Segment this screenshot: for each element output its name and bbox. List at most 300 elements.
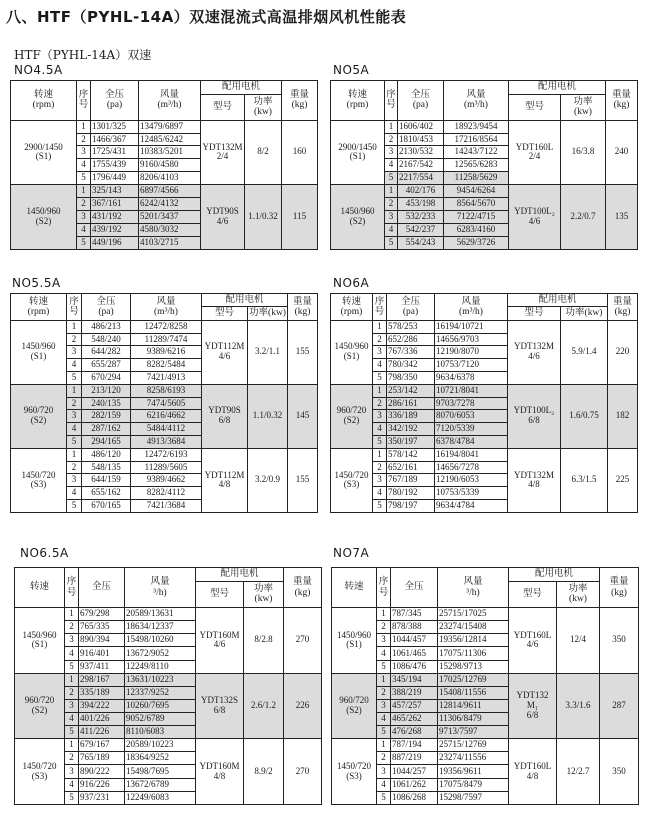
airflow-cell: 12190/8070 bbox=[435, 346, 508, 359]
airflow-cell: 17216/8564 bbox=[444, 133, 509, 146]
seq-cell: 1 bbox=[373, 448, 387, 461]
header-seq: 序号 bbox=[67, 294, 82, 321]
seq-cell: 1 bbox=[373, 320, 387, 333]
seq-cell: 5 bbox=[377, 726, 391, 739]
header-airflow: 风量 ³/h) bbox=[438, 568, 509, 608]
airflow-cell: 19356/12814 bbox=[438, 634, 509, 647]
seq-cell: 3 bbox=[65, 699, 79, 712]
seq-cell: 4 bbox=[65, 713, 79, 726]
seq-cell: 4 bbox=[373, 487, 387, 500]
pressure-cell: 431/192 bbox=[91, 211, 139, 224]
pressure-cell: 787/194 bbox=[391, 739, 438, 752]
seq-cell: 1 bbox=[377, 608, 391, 621]
airflow-cell: 15498/10260 bbox=[125, 634, 196, 647]
seq-cell: 2 bbox=[65, 752, 79, 765]
power-cell: 1.6/0.75 bbox=[561, 384, 608, 448]
airflow-cell: 16194/8041 bbox=[435, 448, 508, 461]
airflow-cell: 15408/11556 bbox=[438, 686, 509, 699]
seq-cell: 3 bbox=[385, 146, 398, 159]
airflow-cell: 18364/9252 bbox=[125, 752, 196, 765]
weight-cell: 226 bbox=[284, 673, 322, 739]
weight-cell: 225 bbox=[608, 448, 638, 512]
table-row bbox=[15, 608, 322, 621]
airflow-cell: 4913/3684 bbox=[131, 436, 202, 449]
header-motor: 配用电机 bbox=[196, 568, 284, 582]
pressure-cell: 1061/465 bbox=[391, 647, 438, 660]
motor-model-cell: YDT112M 4/6 bbox=[202, 320, 248, 384]
seq-cell: 5 bbox=[377, 660, 391, 673]
seq-cell: 2 bbox=[77, 198, 91, 211]
pressure-cell: 1606/402 bbox=[398, 120, 444, 133]
seq-cell: 4 bbox=[385, 159, 398, 172]
power-cell: 1.1/0.32 bbox=[248, 384, 288, 448]
pressure-cell: 253/142 bbox=[387, 384, 435, 397]
header-airflow: 风量 (m³/h) bbox=[435, 294, 508, 321]
perf-table-no6a bbox=[330, 293, 638, 513]
airflow-cell: 10721/8041 bbox=[435, 384, 508, 397]
table-row bbox=[11, 320, 318, 333]
power-cell: 3.3/1.6 bbox=[557, 673, 600, 739]
airflow-cell: 8110/6083 bbox=[125, 726, 196, 739]
airflow-cell: 4103/2715 bbox=[139, 237, 201, 250]
pressure-cell: 542/237 bbox=[398, 224, 444, 237]
airflow-cell: 23274/11556 bbox=[438, 752, 509, 765]
table-row bbox=[11, 120, 318, 133]
airflow-cell: 8564/5670 bbox=[444, 198, 509, 211]
header-seq: 序号 bbox=[377, 568, 391, 608]
seq-cell: 2 bbox=[377, 752, 391, 765]
airflow-cell: 25715/12769 bbox=[438, 739, 509, 752]
table-row bbox=[332, 739, 639, 752]
pressure-cell: 798/197 bbox=[387, 500, 435, 513]
header-speed: 转速 (rpm) bbox=[11, 294, 67, 321]
pressure-cell: 449/196 bbox=[91, 237, 139, 250]
pressure-cell: 578/142 bbox=[387, 448, 435, 461]
airflow-cell: 12472/6193 bbox=[131, 448, 202, 461]
speed-cell: 1450/960 (S1) bbox=[331, 320, 373, 384]
motor-model-cell: YDT160L 4/8 bbox=[509, 739, 557, 805]
pressure-cell: 652/161 bbox=[387, 461, 435, 474]
pressure-cell: 670/294 bbox=[82, 372, 131, 385]
weight-cell: 115 bbox=[282, 185, 318, 250]
header-weight: 重量 (kg) bbox=[282, 81, 318, 121]
header-power: 功率 (kw) bbox=[244, 581, 284, 607]
seq-cell: 1 bbox=[67, 448, 82, 461]
power-cell: 2.2/0.7 bbox=[561, 185, 606, 250]
pressure-cell: 765/335 bbox=[79, 621, 125, 634]
airflow-cell: 5629/3726 bbox=[444, 237, 509, 250]
airflow-cell: 14656/9703 bbox=[435, 333, 508, 346]
seq-cell: 2 bbox=[377, 621, 391, 634]
power-cell: 16/3.8 bbox=[561, 120, 606, 185]
airflow-cell: 6216/4662 bbox=[131, 410, 202, 423]
seq-cell: 5 bbox=[385, 172, 398, 185]
airflow-cell: 14243/7122 bbox=[444, 146, 509, 159]
seq-cell: 5 bbox=[77, 172, 91, 185]
seq-cell: 1 bbox=[77, 120, 91, 133]
header-power: 功率 (kw) bbox=[557, 581, 600, 607]
table-row bbox=[332, 608, 639, 621]
pressure-cell: 780/192 bbox=[387, 487, 435, 500]
seq-cell: 3 bbox=[373, 346, 387, 359]
power-cell: 3.2/0.9 bbox=[248, 448, 288, 512]
seq-cell: 4 bbox=[67, 423, 82, 436]
weight-cell: 155 bbox=[288, 320, 318, 384]
header-weight: 重量 (kg) bbox=[284, 568, 322, 608]
speed-cell: 960/720 (S2) bbox=[11, 384, 67, 448]
pressure-cell: 679/167 bbox=[79, 739, 125, 752]
seq-cell: 2 bbox=[377, 686, 391, 699]
header-model: 型号 bbox=[196, 581, 244, 607]
table-label-no5-5a: NO5.5A bbox=[12, 276, 61, 290]
pressure-cell: 240/135 bbox=[82, 397, 131, 410]
seq-cell: 5 bbox=[65, 726, 79, 739]
airflow-cell: 12190/6053 bbox=[435, 474, 508, 487]
seq-cell: 4 bbox=[77, 224, 91, 237]
header-weight: 重量 (kg) bbox=[288, 294, 318, 321]
header-pressure: 全压 (pa) bbox=[82, 294, 131, 321]
airflow-cell: 8070/6053 bbox=[435, 410, 508, 423]
seq-cell: 1 bbox=[77, 185, 91, 198]
pressure-cell: 282/159 bbox=[82, 410, 131, 423]
seq-cell: 2 bbox=[373, 333, 387, 346]
table-row bbox=[11, 384, 318, 397]
pressure-cell: 916/401 bbox=[79, 647, 125, 660]
pressure-cell: 2167/542 bbox=[398, 159, 444, 172]
speed-cell: 1450/720 (S3) bbox=[332, 739, 377, 805]
airflow-cell: 5484/4112 bbox=[131, 423, 202, 436]
header-pressure: 全压 bbox=[79, 568, 125, 608]
pressure-cell: 1086/268 bbox=[391, 791, 438, 804]
airflow-cell: 7474/5605 bbox=[131, 397, 202, 410]
pressure-cell: 388/219 bbox=[391, 686, 438, 699]
header-pressure: 全压 (pa) bbox=[398, 81, 444, 121]
power-cell: 12/4 bbox=[557, 608, 600, 674]
weight-cell: 182 bbox=[608, 384, 638, 448]
airflow-cell: 14656/7278 bbox=[435, 461, 508, 474]
weight-cell: 270 bbox=[284, 608, 322, 674]
header-speed: 转速 (rpm) bbox=[11, 81, 77, 121]
header-model: 型号 bbox=[202, 307, 248, 320]
airflow-cell: 23274/15408 bbox=[438, 621, 509, 634]
seq-cell: 1 bbox=[385, 120, 398, 133]
speed-cell: 1450/960 (S1) bbox=[332, 608, 377, 674]
pressure-cell: 670/165 bbox=[82, 500, 131, 513]
table-row bbox=[331, 120, 638, 133]
pressure-cell: 554/243 bbox=[398, 237, 444, 250]
airflow-cell: 10383/5201 bbox=[139, 146, 201, 159]
header-model: 型号 bbox=[509, 94, 561, 120]
table-row bbox=[11, 448, 318, 461]
seq-cell: 3 bbox=[67, 474, 82, 487]
airflow-cell: 9389/4662 bbox=[131, 474, 202, 487]
airflow-cell: 18634/12337 bbox=[125, 621, 196, 634]
pressure-cell: 937/411 bbox=[79, 660, 125, 673]
airflow-cell: 4580/3032 bbox=[139, 224, 201, 237]
table-label-no7a: NO7A bbox=[333, 546, 370, 560]
pressure-cell: 532/233 bbox=[398, 211, 444, 224]
motor-model-cell: YDT90S 4/6 bbox=[201, 185, 245, 250]
page-title: 八、HTF（PYHL-14A）双速混流式高温排烟风机性能表 bbox=[6, 8, 407, 26]
seq-cell: 5 bbox=[373, 500, 387, 513]
pressure-cell: 578/253 bbox=[387, 320, 435, 333]
speed-cell: 960/720 (S2) bbox=[332, 673, 377, 739]
seq-cell: 5 bbox=[385, 237, 398, 250]
pressure-cell: 798/350 bbox=[387, 372, 435, 385]
seq-cell: 1 bbox=[67, 320, 82, 333]
power-cell: 2.6/1.2 bbox=[244, 673, 284, 739]
seq-cell: 5 bbox=[77, 237, 91, 250]
pressure-cell: 2130/532 bbox=[398, 146, 444, 159]
seq-cell: 2 bbox=[65, 621, 79, 634]
header-seq: 序号 bbox=[373, 294, 387, 321]
airflow-cell: 7120/5339 bbox=[435, 423, 508, 436]
motor-model-cell: YDT132S 6/8 bbox=[196, 673, 244, 739]
pressure-cell: 787/345 bbox=[391, 608, 438, 621]
speed-cell: 1450/720 (S3) bbox=[15, 739, 65, 805]
table-row bbox=[331, 448, 638, 461]
header-power: 功率 (kw) bbox=[561, 94, 606, 120]
power-cell: 8/2 bbox=[245, 120, 282, 185]
seq-cell: 4 bbox=[65, 647, 79, 660]
table-row bbox=[332, 673, 639, 686]
pressure-cell: 453/198 bbox=[398, 198, 444, 211]
pressure-cell: 1796/449 bbox=[91, 172, 139, 185]
seq-cell: 4 bbox=[67, 487, 82, 500]
airflow-cell: 12337/9252 bbox=[125, 686, 196, 699]
airflow-cell: 13672/6789 bbox=[125, 778, 196, 791]
airflow-cell: 8282/4112 bbox=[131, 487, 202, 500]
pressure-cell: 336/189 bbox=[387, 410, 435, 423]
pressure-cell: 294/165 bbox=[82, 436, 131, 449]
speed-cell: 1450/960 (S2) bbox=[11, 185, 77, 250]
header-airflow: 风量 (m³/h) bbox=[139, 81, 201, 121]
speed-cell: 1450/720 (S3) bbox=[11, 448, 67, 512]
pressure-cell: 644/282 bbox=[82, 346, 131, 359]
table-row bbox=[331, 320, 638, 333]
seq-cell: 2 bbox=[67, 461, 82, 474]
weight-cell: 350 bbox=[600, 608, 639, 674]
airflow-cell: 17075/11306 bbox=[438, 647, 509, 660]
airflow-cell: 15298/9713 bbox=[438, 660, 509, 673]
motor-model-cell: YDT160L 2/4 bbox=[509, 120, 561, 185]
airflow-cell: 12249/8110 bbox=[125, 660, 196, 673]
pressure-cell: 402/176 bbox=[398, 185, 444, 198]
pressure-cell: 287/162 bbox=[82, 423, 131, 436]
motor-model-cell: YDT160L 4/6 bbox=[509, 608, 557, 674]
speed-cell: 1450/720 (S3) bbox=[331, 448, 373, 512]
pressure-cell: 916/226 bbox=[79, 778, 125, 791]
header-motor: 配用电机 bbox=[201, 81, 282, 95]
motor-model-cell: YDT132M 2/4 bbox=[201, 120, 245, 185]
header-pressure: 全压 bbox=[391, 568, 438, 608]
airflow-cell: 17075/8479 bbox=[438, 778, 509, 791]
pressure-cell: 1755/439 bbox=[91, 159, 139, 172]
weight-cell: 145 bbox=[288, 384, 318, 448]
seq-cell: 5 bbox=[377, 791, 391, 804]
seq-cell: 5 bbox=[373, 372, 387, 385]
airflow-cell: 12565/6283 bbox=[444, 159, 509, 172]
airflow-cell: 9052/6789 bbox=[125, 713, 196, 726]
header-airflow: 风量 ³/h) bbox=[125, 568, 196, 608]
seq-cell: 5 bbox=[373, 436, 387, 449]
airflow-cell: 7421/4913 bbox=[131, 372, 202, 385]
speed-cell: 960/720 (S2) bbox=[331, 384, 373, 448]
weight-cell: 270 bbox=[284, 739, 322, 805]
pressure-cell: 548/240 bbox=[82, 333, 131, 346]
pressure-cell: 1086/476 bbox=[391, 660, 438, 673]
motor-model-cell: YDT112M 4/8 bbox=[202, 448, 248, 512]
airflow-cell: 6897/4566 bbox=[139, 185, 201, 198]
pressure-cell: 367/161 bbox=[91, 198, 139, 211]
perf-table-no5a bbox=[330, 80, 638, 250]
pressure-cell: 394/222 bbox=[79, 699, 125, 712]
airflow-cell: 20589/10223 bbox=[125, 739, 196, 752]
seq-cell: 2 bbox=[67, 397, 82, 410]
pressure-cell: 644/159 bbox=[82, 474, 131, 487]
seq-cell: 1 bbox=[65, 673, 79, 686]
table-row bbox=[331, 384, 638, 397]
header-weight: 重量 (kg) bbox=[600, 568, 639, 608]
airflow-cell: 17025/12769 bbox=[438, 673, 509, 686]
airflow-cell: 12472/8258 bbox=[131, 320, 202, 333]
airflow-cell: 9634/4784 bbox=[435, 500, 508, 513]
pressure-cell: 486/213 bbox=[82, 320, 131, 333]
seq-cell: 1 bbox=[65, 608, 79, 621]
seq-cell: 3 bbox=[377, 765, 391, 778]
pressure-cell: 411/226 bbox=[79, 726, 125, 739]
header-seq: 序号 bbox=[65, 568, 79, 608]
weight-cell: 240 bbox=[606, 120, 638, 185]
pressure-cell: 878/388 bbox=[391, 621, 438, 634]
seq-cell: 1 bbox=[377, 673, 391, 686]
pressure-cell: 655/287 bbox=[82, 359, 131, 372]
pressure-cell: 465/262 bbox=[391, 713, 438, 726]
airflow-cell: 25715/17025 bbox=[438, 608, 509, 621]
airflow-cell: 15498/7695 bbox=[125, 765, 196, 778]
airflow-cell: 12814/9611 bbox=[438, 699, 509, 712]
header-power: 功率(kw) bbox=[249, 308, 286, 319]
weight-cell: 155 bbox=[288, 448, 318, 512]
speed-cell: 2900/1450 (S1) bbox=[331, 120, 385, 185]
power-cell: 3.2/1.1 bbox=[248, 320, 288, 384]
airflow-cell: 15298/7597 bbox=[438, 791, 509, 804]
header-speed: 转速 (rpm) bbox=[331, 81, 385, 121]
pressure-cell: 548/135 bbox=[82, 461, 131, 474]
pressure-cell: 439/192 bbox=[91, 224, 139, 237]
airflow-cell: 5201/3437 bbox=[139, 211, 201, 224]
pressure-cell: 1044/257 bbox=[391, 765, 438, 778]
airflow-cell: 6242/4132 bbox=[139, 198, 201, 211]
airflow-cell: 9703/7278 bbox=[435, 397, 508, 410]
header-weight: 重量 (kg) bbox=[608, 294, 638, 321]
pressure-cell: 286/161 bbox=[387, 397, 435, 410]
airflow-cell: 11289/7474 bbox=[131, 333, 202, 346]
pressure-cell: 679/298 bbox=[79, 608, 125, 621]
pressure-cell: 345/194 bbox=[391, 673, 438, 686]
pressure-cell: 213/120 bbox=[82, 384, 131, 397]
motor-model-cell: YDT100L₂ 4/6 bbox=[509, 185, 561, 250]
seq-cell: 5 bbox=[67, 500, 82, 513]
pressure-cell: 1810/453 bbox=[398, 133, 444, 146]
seq-cell: 1 bbox=[377, 739, 391, 752]
table-row bbox=[15, 673, 322, 686]
motor-model-cell: YDT132M 4/8 bbox=[508, 448, 561, 512]
airflow-cell: 9389/6216 bbox=[131, 346, 202, 359]
airflow-cell: 12249/6083 bbox=[125, 791, 196, 804]
seq-cell: 4 bbox=[67, 359, 82, 372]
seq-cell: 3 bbox=[377, 634, 391, 647]
header-weight: 重量 (kg) bbox=[606, 81, 638, 121]
power-cell: 6.3/1.5 bbox=[561, 448, 608, 512]
table-row bbox=[15, 739, 322, 752]
header-speed: 转速 bbox=[15, 568, 65, 608]
pressure-cell: 401/226 bbox=[79, 713, 125, 726]
pressure-cell: 890/222 bbox=[79, 765, 125, 778]
airflow-cell: 18923/9454 bbox=[444, 120, 509, 133]
airflow-cell: 9160/4580 bbox=[139, 159, 201, 172]
pressure-cell: 655/162 bbox=[82, 487, 131, 500]
airflow-cell: 13479/6897 bbox=[139, 120, 201, 133]
seq-cell: 3 bbox=[65, 634, 79, 647]
header-model: 型号 bbox=[201, 94, 245, 120]
airflow-cell: 10753/7120 bbox=[435, 359, 508, 372]
seq-cell: 4 bbox=[65, 778, 79, 791]
pressure-cell: 325/143 bbox=[91, 185, 139, 198]
seq-cell: 2 bbox=[373, 397, 387, 410]
seq-cell: 5 bbox=[65, 791, 79, 804]
seq-cell: 4 bbox=[385, 224, 398, 237]
motor-model-cell: YDT132M 4/6 bbox=[508, 320, 561, 384]
header-pressure: 全压 (pa) bbox=[91, 81, 139, 121]
motor-model-cell: YDT90S 6/8 bbox=[202, 384, 248, 448]
seq-cell: 3 bbox=[373, 410, 387, 423]
motor-model-cell: YDT132 M₁ 6/8 bbox=[509, 673, 557, 739]
pressure-cell: 1466/367 bbox=[91, 133, 139, 146]
pressure-cell: 890/394 bbox=[79, 634, 125, 647]
pressure-cell: 765/189 bbox=[79, 752, 125, 765]
power-cell: 8.9/2 bbox=[244, 739, 284, 805]
pressure-cell: 457/257 bbox=[391, 699, 438, 712]
speed-cell: 1450/960 (S1) bbox=[11, 320, 67, 384]
seq-cell: 2 bbox=[65, 686, 79, 699]
table-row bbox=[11, 185, 318, 198]
seq-cell: 3 bbox=[67, 346, 82, 359]
airflow-cell: 10260/7695 bbox=[125, 699, 196, 712]
seq-cell: 4 bbox=[373, 423, 387, 436]
pressure-cell: 350/197 bbox=[387, 436, 435, 449]
speed-cell: 2900/1450 (S1) bbox=[11, 120, 77, 185]
pressure-cell: 476/268 bbox=[391, 726, 438, 739]
header-seq: 序号 bbox=[77, 81, 91, 121]
airflow-cell: 11258/5629 bbox=[444, 172, 509, 185]
pressure-cell: 887/219 bbox=[391, 752, 438, 765]
pressure-cell: 342/192 bbox=[387, 423, 435, 436]
airflow-cell: 10753/5339 bbox=[435, 487, 508, 500]
airflow-cell: 9634/6378 bbox=[435, 372, 508, 385]
pressure-cell: 2217/554 bbox=[398, 172, 444, 185]
table-row bbox=[331, 185, 638, 198]
pressure-cell: 1725/431 bbox=[91, 146, 139, 159]
seq-cell: 4 bbox=[377, 713, 391, 726]
seq-cell: 1 bbox=[65, 739, 79, 752]
header-power: 功率 (kw) bbox=[245, 94, 282, 120]
header-motor: 配用电机 bbox=[508, 294, 608, 307]
airflow-cell: 13672/9052 bbox=[125, 647, 196, 660]
airflow-cell: 6283/4160 bbox=[444, 224, 509, 237]
airflow-cell: 9713/7597 bbox=[438, 726, 509, 739]
airflow-cell: 19356/9611 bbox=[438, 765, 509, 778]
